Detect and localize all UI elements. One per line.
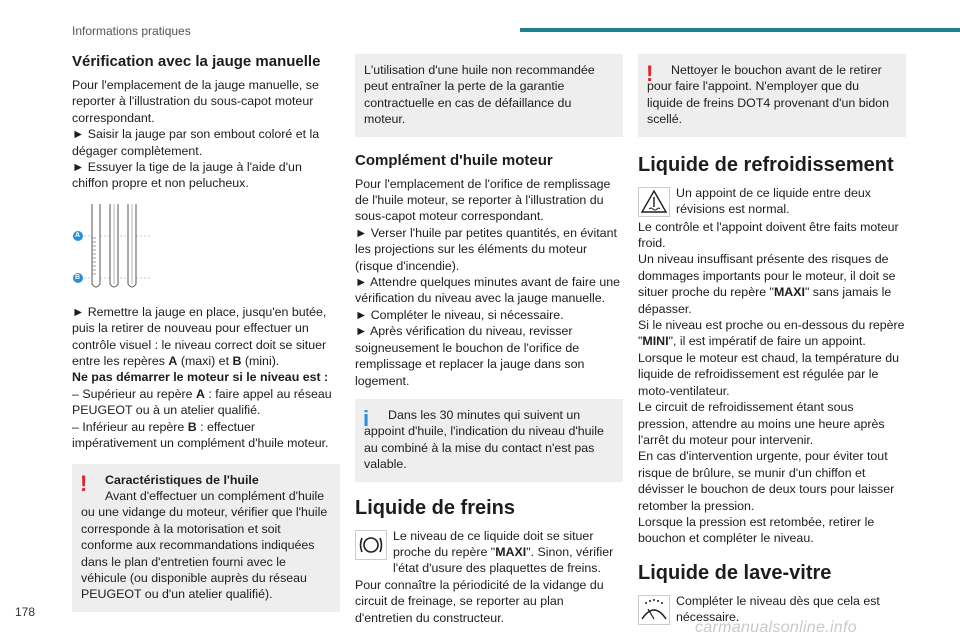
dipstick-heading: Vérification avec la jauge manuelle xyxy=(72,53,321,70)
page-number: 178 xyxy=(15,605,36,619)
coolant-paragraph: Lorsque la pression est retombée, retirer le bouchon et compléter le niveau. xyxy=(638,514,875,546)
warning-title: Caractéristiques de l'huile xyxy=(105,472,259,487)
mark-b-label: B xyxy=(75,273,81,281)
coolant-icon-text: Un appoint de ce liquide entre deux révisions est normal. xyxy=(676,185,871,217)
brake-fluid-icon xyxy=(355,530,387,560)
coolant-paragraph: Un niveau insuffisant présente des risques de dommages importants pour le moteur, il doit se situer proche du repère "MAXI" sans jamais le dépasser. xyxy=(638,252,896,316)
oil-topup-paragraph: Pour l'emplacement de l'orifice de remplissage de l'huile moteur, se reporter à l'illustration du sous-capot moteur correspondant. xyxy=(355,176,611,224)
dont-start-warning: Ne pas démarrer le moteur si le niveau est : xyxy=(72,370,329,385)
coolant-icon xyxy=(638,187,670,217)
brake-fluid-heading: Liquide de freins xyxy=(355,496,516,519)
dipstick-step: ► Essuyer la tige de la jauge à l'aide d'un chiffon propre et non pelucheux. xyxy=(72,160,302,191)
watermark: carmanualsonline.info xyxy=(695,619,857,636)
oil-topup-step: ► Compléter le niveau, si nécessaire. xyxy=(355,307,564,322)
level-below: – Inférieur au repère B : effectuer impérativement un complément d'huile moteur. xyxy=(72,419,329,451)
dipstick-step: ► Saisir la jauge par son embout coloré et la dégager complètement. xyxy=(72,127,320,158)
section-title: Informations pratiques xyxy=(72,24,191,38)
washer-fluid-heading: Liquide de lave-vitre xyxy=(638,561,832,584)
warning-text: pour faire l'appoint. N'employer que du liquide de freins DOT4 provenant d'un bidon scellé. xyxy=(647,79,890,127)
warranty-text: L'utilisation d'une huile non recommandée peut entraîner la perte de la garantie contractuelle en cas de défaillance du moteur. xyxy=(364,63,595,127)
brake-fluid-paragraph: Pour connaître la périodicité de la vidange du circuit de freinage, se reporter au plan d'entretien du constructeur. xyxy=(355,577,604,625)
warning-text: Avant d'effectuer un complément d'huile xyxy=(105,488,325,503)
info-text: appoint d'huile, l'indication du niveau d'huile au combiné à la mise du contact n'est pas valable. xyxy=(364,424,604,472)
oil-topup-heading: Complément d'huile moteur xyxy=(355,151,553,169)
oil-info-box xyxy=(355,399,623,482)
brake-fluid-text: Le niveau de ce liquide doit se situer proche du repère "MAXI". Sinon, vérifier l'état d'usure des plaquettes de freins. xyxy=(393,528,614,576)
dipstick-check: ► Remettre la jauge en place, jusqu'en butée, puis la retirer de nouveau pour effectuer un contrôle visuel : le niveau correct doit se situer entre les repères A (maxi) et B (mini). xyxy=(72,304,327,369)
column-2 xyxy=(355,52,623,626)
info-text: Dans les 30 minutes qui suivent un xyxy=(388,407,581,422)
coolant-paragraph: Si le niveau est proche ou en-dessous du repère "MINI", il est impératif de faire un appoint. xyxy=(638,318,905,349)
oil-topup-step: ► Attendre quelques minutes avant de faire une vérification du niveau avec la jauge manuelle. xyxy=(355,275,621,306)
coolant-heading: Liquide de refroidissement xyxy=(638,153,894,176)
brake-fluid-row xyxy=(355,528,623,577)
info-icon: i xyxy=(363,405,370,431)
column-3 xyxy=(638,52,906,627)
mark-a-label: A xyxy=(75,231,81,239)
dipstick-icon xyxy=(72,204,152,290)
warning-text: ou une vidange du moteur, vérifier que l'huile corresponde à la motorisation et soit conforme aux recommandations indiquées dans le plan d'entretien fourni avec le véhicule (ou disponible auprès du réseau PEUGEOT ou d'un atelier qualifié). xyxy=(81,505,328,602)
oil-warning-box xyxy=(72,464,340,612)
brake-warning-box xyxy=(638,54,906,137)
dipstick-paragraph: Pour l'emplacement de la jauge manuelle, se reporter à l'illustration du sous-capot moteur correspondant. xyxy=(72,78,319,125)
coolant-row xyxy=(638,185,906,219)
coolant-paragraph: En cas d'intervention urgente, pour éviter tout risque de brûlure, se munir d'un chiffon et dévisser le bouchon de deux tours pour laisser retomber la pression. xyxy=(638,449,895,513)
oil-topup-step: ► Après vérification du niveau, revisser soigneusement le bouchon de l'orifice de remplissage et replacer la jauge dans son logement. xyxy=(355,324,585,388)
dipstick-illustration xyxy=(72,204,340,290)
oil-topup-step: ► Verser l'huile par petites quantités, en évitant les projections sur les éléments du moteur (risque d'incendie). xyxy=(355,225,617,273)
level-above: – Supérieur au repère A : faire appel au réseau PEUGEOT ou à un atelier qualifié. xyxy=(72,386,332,418)
oil-warranty-box xyxy=(355,54,623,137)
coolant-paragraph: Le circuit de refroidissement étant sous pression, attendre au moins une heure après l'arrêt du moteur pour intervenir. xyxy=(638,400,885,447)
washer-fluid-icon xyxy=(638,595,670,625)
column-1 xyxy=(72,52,340,620)
coolant-paragraph: Le contrôle et l'appoint doivent être faits moteur froid. xyxy=(638,219,899,251)
coolant-paragraph: Lorsque le moteur est chaud, la température du liquide de refroidissement est régulée par le moto-ventilateur. xyxy=(638,350,900,398)
warning-text: Nettoyer le bouchon avant de le retirer xyxy=(671,63,882,77)
washer-fluid-text: Compléter le niveau dès que cela est nécessaire. xyxy=(676,593,880,625)
header-accent-bar xyxy=(520,28,960,32)
warning-icon: ! xyxy=(80,470,88,496)
warning-icon: ! xyxy=(646,61,654,86)
